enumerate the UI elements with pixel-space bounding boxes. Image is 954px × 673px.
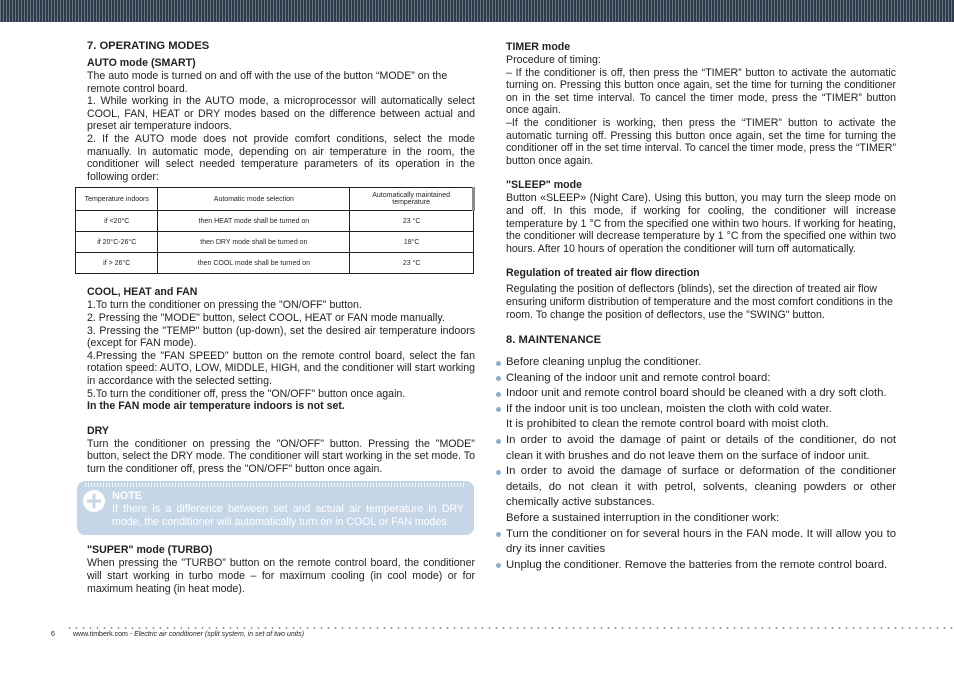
- left-column: [84, 39, 475, 595]
- auto-mode-title: AUTO mode (SMART): [87, 57, 196, 69]
- footer-text: [73, 631, 304, 638]
- plus-circle-icon: [83, 490, 105, 512]
- dry-mode-paragraph: Turn the conditioner on pressing the "ON/OFF" button. Pressing the "MODE" button, select the DRY mode. The conditioner will start working in the set mode. To turn the conditioner off, press the "ON/OFF" button once again.: [87, 437, 475, 475]
- table-cell: if 20°C-26°C: [76, 232, 158, 253]
- table-cell: then DRY mode shall be turned on: [158, 232, 350, 253]
- footer-separator: -: [127, 631, 135, 638]
- sleep-mode-title: "SLEEP" mode: [506, 179, 582, 192]
- dry-mode-title: DRY: [87, 424, 109, 437]
- timer-mode-text: Procedure of timing:: [506, 54, 601, 66]
- header-stripe-bar: [0, 0, 954, 22]
- note-text: If there is a difference between set and actual air temperature in DRY mode, the conditioner will automatically turn on in COOL or FAN modes.: [112, 503, 464, 528]
- cool-heat-fan-step: 2. Pressing the "MODE" button, select COOL, HEAT or FAN mode manually.: [87, 311, 445, 324]
- list-item: If the indoor unit is too unclean, moisten the cloth with cold water.: [506, 402, 896, 418]
- cool-heat-fan-step: 4.Pressing the "FAN SPEED" button on the remote control board, select the fan rotation speed: AUTO, LOW, MIDDLE, HIGH, and the conditioner will start working in accordance with the selected setting.: [87, 349, 475, 387]
- timer-mode-text: – If the conditioner is off, then press the “TIMER” button to activate the automatic turning on. Pressing this button once again, set the time for turning the conditioner on in the set time interval. To cancel the timer mode, press the “TIMER” button once again.: [506, 66, 896, 117]
- sleep-mode-paragraph: Button «SLEEP» (Night Care). Using this button, you may turn the sleep mode on and off. In this mode, if working for cooling, the conditioner will increase temperature by 1 °C from the specified one within two hours. If working for heating, the conditioner will decrease temperature by 1 °C from the specified one within two hours. After 10 hours of operation the conditioner will turn off automatically.: [506, 192, 896, 255]
- table-header-cell: Automatically maintained temperature: [350, 188, 474, 211]
- table-header-cell: Temperature indoors: [76, 188, 158, 211]
- list-item: Cleaning of the indoor unit and remote control board:: [506, 371, 896, 387]
- note-box: [77, 481, 474, 535]
- list-item: It is prohibited to clean the remote control board with moist cloth.: [506, 418, 829, 431]
- timer-mode-text: –If the conditioner is working, then press the “TIMER” button to activate the automatic turning off. Pressing this button once again, set the time for turning the conditioner off in the set time interval. To cancel the timer mode, press the “TIMER” button once again.: [506, 116, 896, 167]
- list-item: Before cleaning unplug the conditioner.: [506, 355, 896, 371]
- cool-heat-fan-step: 3. Pressing the "TEMP" button (up-down), set the desired air temperature indoors (except for FAN mode).: [87, 324, 475, 350]
- table-cell: then HEAT mode shall be turned on: [158, 211, 350, 232]
- table-header-cell: Automatic mode selection: [158, 188, 350, 211]
- list-item: Unplug the conditioner. Remove the batteries from the remote control board.: [506, 558, 896, 574]
- table-row: [76, 253, 474, 274]
- maintenance-list: [506, 355, 896, 573]
- table-cell: 23 °C: [350, 253, 474, 274]
- list-item: Turn the conditioner on for several hours in the FAN mode. It will allow you to dry its inner cavities: [506, 527, 896, 558]
- cool-heat-fan-step: 5.To turn the conditioner off, press the "ON/OFF" button once again.: [87, 387, 406, 400]
- section-title-operating-modes: 7. OPERATING MODES: [87, 40, 210, 52]
- list-item: Indoor unit and remote control board should be cleaned with a dry soft cloth.: [506, 386, 896, 402]
- table-header-row: [76, 188, 474, 211]
- table-cell: if <20°C: [76, 211, 158, 232]
- cool-heat-fan-title: COOL, HEAT and FAN: [87, 286, 198, 299]
- list-item: Before a sustained interruption in the conditioner work:: [506, 512, 780, 525]
- air-flow-title: Regulation of treated air flow direction: [506, 267, 700, 280]
- auto-mode-paragraph: The auto mode is turned on and off with the use of the button “MODE” on the remote control board.: [87, 70, 448, 95]
- air-flow-paragraph: Regulating the position of deflectors (blinds), set the direction of treated air flow ensuring uniform distribution of temperature and the most comfort conditions in the room. To change the position of deflectors, use the "SWING" button.: [506, 283, 893, 321]
- table-cell: 23 °C: [350, 211, 474, 232]
- table-cell: if > 26°C: [76, 253, 158, 274]
- super-mode-title: "SUPER" mode (TURBO): [87, 544, 213, 557]
- note-stripes: [85, 483, 466, 487]
- list-item: In order to avoid the damage of paint or details of the conditioner, do not clean it with brushes and do not leave them on the surface of indoor unit.: [506, 433, 896, 464]
- footer-dotted-line: [66, 627, 954, 629]
- table-cell: 18°C: [350, 232, 474, 253]
- footer-product: Electric air conditioner (split system, in set of two units): [134, 631, 305, 638]
- footer-site-link[interactable]: www.timberk.com: [73, 631, 128, 638]
- list-item: In order to avoid the damage of surface or deformation of the conditioner details, do not clean it with petrol, solvents, cleaning powders or other chemically active substances.: [506, 464, 896, 511]
- cool-heat-fan-step: 1.To turn the conditioner on pressing the "ON/OFF" button.: [87, 299, 362, 312]
- super-mode-paragraph: When pressing the "TURBO" button on the remote control board, the conditioner will start working in turbo mode – for maximum cooling (in cool mode) or for maximum heating (in heat mode).: [87, 557, 475, 595]
- auto-mode-table: [75, 187, 475, 274]
- page-number: 6: [51, 631, 55, 638]
- section-title-maintenance: 8. MAINTENANCE: [506, 334, 602, 347]
- timer-mode-title: TIMER mode: [506, 41, 571, 53]
- table-cell: then COOL mode shall be turned on: [158, 253, 350, 274]
- table-row: [76, 232, 474, 253]
- fan-mode-warning: In the FAN mode air temperature indoors is not set.: [87, 400, 345, 413]
- auto-mode-paragraph: 2. If the AUTO mode does not provide comfort conditions, select the mode manually. In automatic mode, depending on air temperature in the room, the conditioner will select needed temperature parameters of its operation in the following order:: [87, 132, 475, 183]
- table-row: [76, 211, 474, 232]
- note-title: NOTE: [112, 490, 142, 503]
- right-column: [506, 41, 896, 573]
- auto-mode-paragraph: 1. While working in the AUTO mode, a microprocessor will automatically select COOL, FAN, HEAT or DRY modes based on the difference between actual and preset air temperature indoors.: [87, 95, 475, 133]
